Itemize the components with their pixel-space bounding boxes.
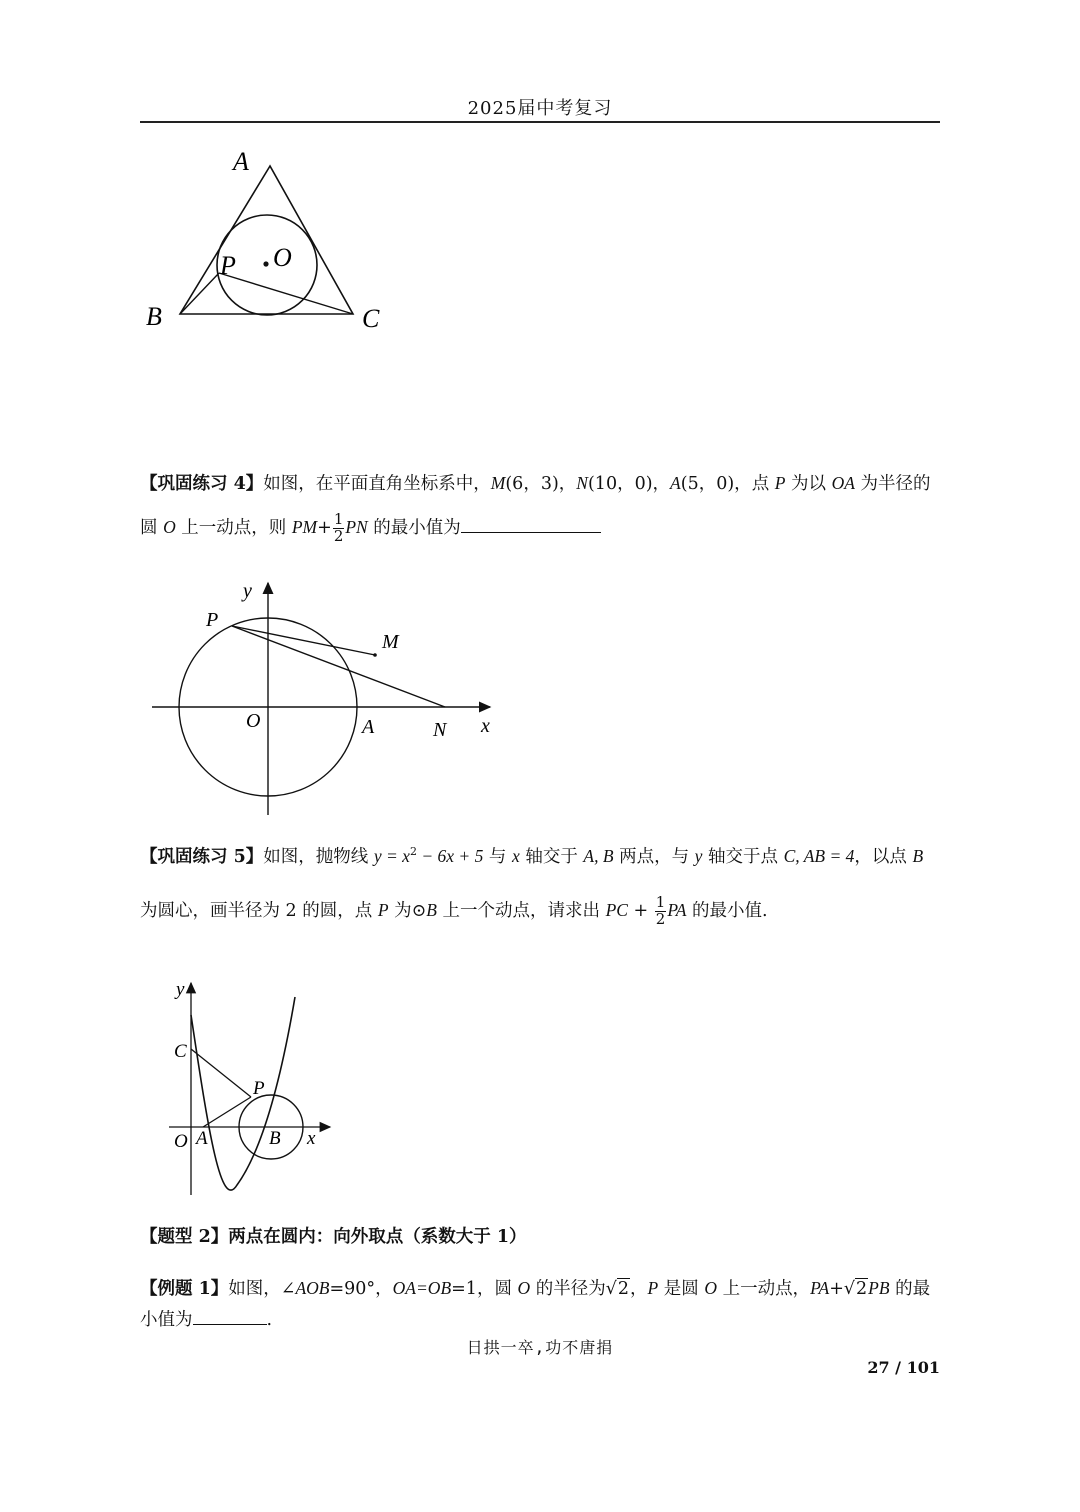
label-a: A: [362, 716, 375, 738]
parabola: [191, 997, 295, 1190]
label-a: A: [233, 147, 249, 176]
label-x: x: [307, 1128, 316, 1149]
point-o-dot: [263, 261, 268, 266]
label-a: A: [196, 1128, 208, 1149]
exercise-4-line-2: 圆 O 上一动点，则 PM+ $\frac{1}{2}$ PN 的最小值为: [140, 512, 945, 545]
exercise-5-line-2: 为圆心，画半径为 2 的圆，点 P 为⊙B 上一个动点，请求出 PC + $\frac{1}{2}$ PA 的最小值.: [140, 893, 768, 928]
example-1-line-1: 【例题 1】如图，∠AOB=90°，OA=OB=1，圆 O 的半径为√2，P 是圆 O 上一动点，PA+√2PB 的最: [140, 1278, 931, 1299]
example-1-tag: 【例题 1】: [140, 1279, 229, 1299]
fraction-one-half: $\frac{1}{2}$: [655, 893, 666, 928]
footer-motto: 日拱一卒,功不唐捐: [466, 1338, 614, 1357]
label-o: O: [273, 243, 292, 272]
label-o: O: [246, 710, 261, 732]
exercise-4-line-1: 【巩固练习 4】如图，在平面直角坐标系中，M(6，3)，N(10，0)，A(5，0)，点 P 为以 OA 为半径的: [140, 473, 931, 494]
label-y: y: [243, 580, 252, 602]
figure-triangle-incircle: [140, 140, 400, 340]
triangle-abc: [180, 166, 353, 314]
label-c: C: [174, 1041, 187, 1062]
label-p: P: [206, 609, 219, 631]
label-o: O: [174, 1131, 188, 1152]
example-1-line-2: 小值为 .: [140, 1310, 273, 1330]
label-p: P: [253, 1078, 265, 1099]
label-p: P: [220, 251, 236, 280]
page-number: 27 / 101: [867, 1358, 940, 1377]
header-rule: [140, 121, 940, 123]
page-header-title: 2025届中考复习: [467, 98, 613, 119]
label-b: B: [269, 1128, 281, 1149]
type-2-heading: 【题型 2】两点在圆内：向外取点（系数大于 1）: [140, 1227, 527, 1247]
segment-pm: [232, 626, 375, 655]
fraction-one-half: $\frac{1}{2}$: [333, 510, 344, 545]
answer-blank: [193, 1324, 267, 1325]
exercise-5-tag: 【巩固练习 5】: [140, 846, 264, 867]
exercise-4-tag: 【巩固练习 4】: [140, 474, 264, 494]
point-m-dot: [373, 653, 377, 657]
label-m: M: [382, 631, 399, 653]
segment-ap: [203, 1097, 251, 1127]
label-n: N: [433, 719, 447, 741]
label-x: x: [481, 715, 490, 737]
figure-parabola-circle: [165, 975, 340, 1200]
label-b: B: [146, 302, 162, 331]
segment-pn: [232, 626, 445, 707]
exercise-5-line-1: 【巩固练习 5】如图，抛物线 $y = x^2 - 6x + 5$ 与 x 轴交于 A, B 两点，与 y 轴交于点 C, AB = 4，以点 B: [140, 845, 924, 867]
label-c: C: [362, 304, 380, 333]
segment-bp: [180, 273, 219, 314]
label-y: y: [176, 979, 185, 1000]
answer-blank: [461, 532, 601, 533]
figure-coordinate-circle: [140, 575, 510, 820]
